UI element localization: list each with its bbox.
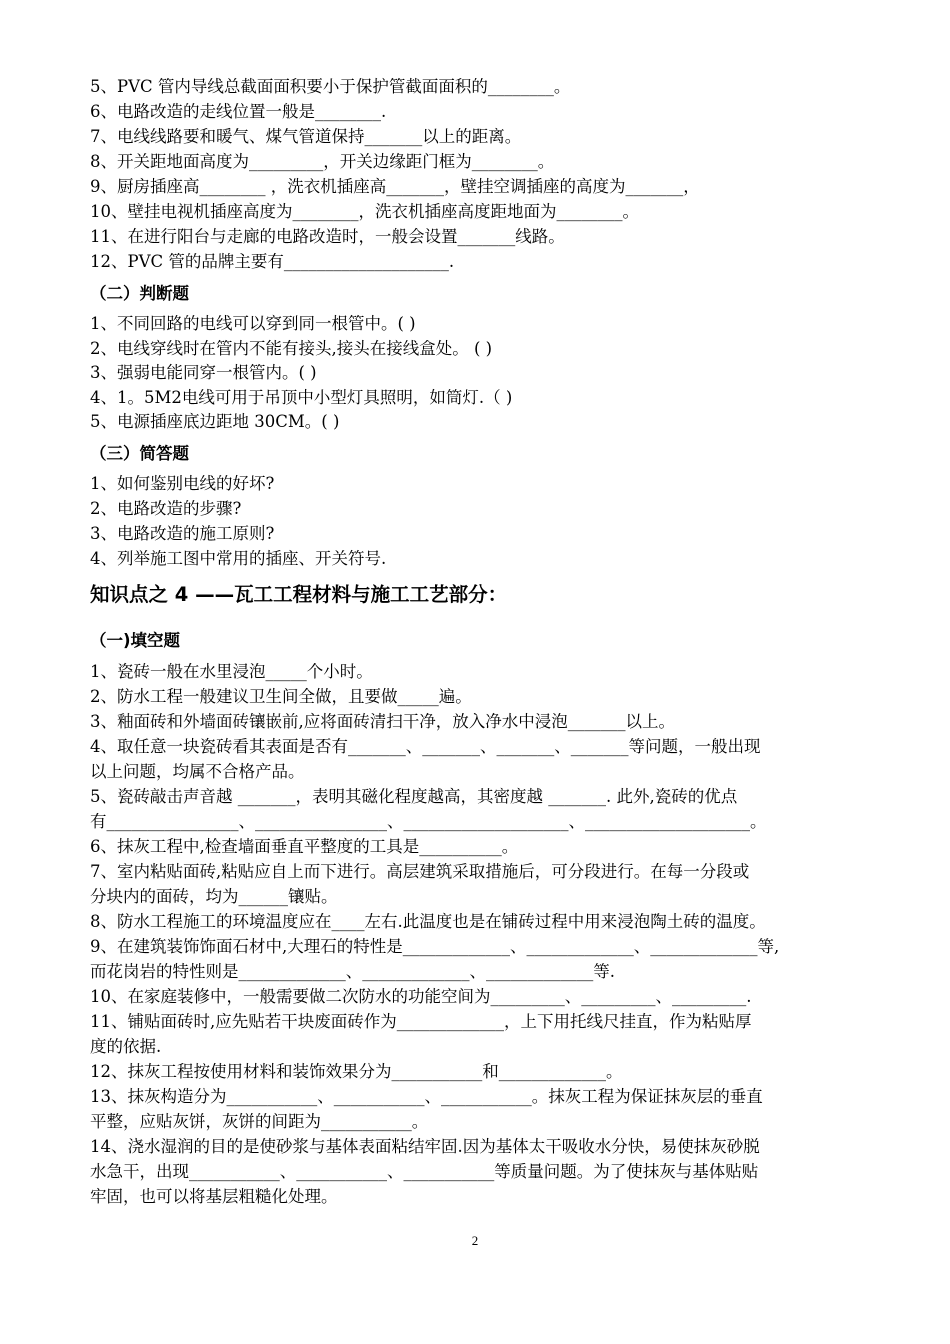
fill-line: 12、抹灰工程按使用材料和装饰效果分为___________和_____________。 [90, 1062, 623, 1081]
fill-item-11: 11、在进行阳台与走廊的电路改造时，一般会设置_______线路。 [90, 227, 565, 246]
fill-line: 有________________、________________、____________________、____________________。 [90, 812, 767, 831]
fill-line: 牢固，也可以将基层粗糙化处理。 [90, 1187, 338, 1206]
fill-line: 1、瓷砖一般在水里浸泡_____个小时。 [90, 662, 373, 681]
short-item-2: 2、电路改造的步骤? [90, 499, 242, 518]
fill-line: 水急干，出现___________、___________、___________等质量问题。为了使抹灰与基体贴贴 [90, 1162, 759, 1181]
judge-item-5: 5、电源插座底边距地 30CM。( ) [90, 412, 340, 431]
fill-line: 7、室内粘贴面砖,粘贴应自上而下进行。高层建筑采取措施后，可分段进行。在每一分段或 [90, 862, 750, 881]
short-item-1: 1、如何鉴别电线的好坏? [90, 474, 275, 493]
fill-line: 而花岗岩的特性则是_____________、_____________、_____________等. [90, 962, 615, 981]
judge-item-1: 1、不同回路的电线可以穿到同一根管中。( ) [90, 314, 416, 333]
fill-line: 10、在家庭装修中，一般需要做二次防水的功能空间为_________、_________、_________. [90, 987, 752, 1006]
fill-item-12: 12、PVC 管的品牌主要有____________________. [90, 252, 455, 271]
judge-item-3: 3、强弱电能同穿一根管内。( ) [90, 363, 317, 382]
fill-item-6: 6、电路改造的走线位置一般是________. [90, 102, 387, 121]
fill-line: 3、釉面砖和外墙面砖镶嵌前,应将面砖清扫干净，放入净水中浸泡_______以上。 [90, 712, 675, 731]
fill-line: 度的依据. [90, 1037, 162, 1056]
short-item-3: 3、电路改造的施工原则? [90, 524, 275, 543]
fill-line: 以上问题，均属不合格产品。 [90, 762, 305, 781]
fill-line: 14、浇水湿润的目的是使砂浆与基体表面粘结牢固.因为基体太干吸收水分快，易使抹灰砂脱 [90, 1137, 760, 1156]
fill-line: 分块内的面砖，均为______镶贴。 [90, 887, 338, 906]
fill-line: 11、铺贴面砖时,应先贴若干块废面砖作为_____________，上下用托线尺挂直，作为粘贴厚 [90, 1012, 752, 1031]
section-heading-short: （三）简答题 [90, 444, 189, 463]
section-heading-fill: （一)填空题 [90, 631, 181, 650]
fill-line: 8、防水工程施工的环境温度应在____左右.此温度也是在铺砖过程中用来浸泡陶土砖的温度。 [90, 912, 766, 931]
fill-line: 5、瓷砖敲击声音越 _______，表明其磁化程度越高，其密度越 _______. 此外,瓷砖的优点 [90, 787, 738, 806]
fill-item-9: 9、厨房插座高________ ，洗衣机插座高_______，壁挂空调插座的高度为_______， [90, 177, 700, 196]
fill-line: 13、抹灰构造分为___________、___________、___________。抹灰工程为保证抹灰层的垂直 [90, 1087, 763, 1106]
fill-item-10: 10、壁挂电视机插座高度为________，洗衣机插座高度距地面为________。 [90, 202, 639, 221]
judge-item-2: 2、电线穿线时在管内不能有接头,接头在接线盒处。 ( ) [90, 339, 493, 358]
fill-line: 6、抹灰工程中,检查墙面垂直平整度的工具是__________。 [90, 837, 519, 856]
page-number: 2 [471, 1233, 479, 1248]
fill-item-7: 7、电线线路要和暖气、煤气管道保持_______以上的距离。 [90, 127, 522, 146]
fill-line: 4、取任意一块瓷砖看其表面是否有_______、_______、_______、_______等问题，一般出现 [90, 737, 761, 756]
section-heading-judge: （二）判断题 [90, 284, 189, 303]
fill-item-5: 5、PVC 管内导线总截面面积要小于保护管截面面积的________。 [90, 77, 571, 96]
fill-line: 2、防水工程一般建议卫生间全做，且要做_____遍。 [90, 687, 472, 706]
judge-item-4: 4、1。5M2电线可用于吊顶中小型灯具照明，如筒灯.（ ) [90, 388, 513, 407]
fill-item-8: 8、开关距地面高度为_________，开关边缘距门框为________。 [90, 152, 555, 171]
knowledge-point-title: 知识点之 4 ——瓦工工程材料与施工工艺部分： [90, 583, 508, 606]
fill-line: 9、在建筑装饰饰面石材中,大理石的特性是_____________、_____________、_____________等, [90, 937, 780, 956]
short-item-4: 4、列举施工图中常用的插座、开关符号. [90, 549, 387, 568]
fill-line: 平整，应贴灰饼，灰饼的间距为___________。 [90, 1112, 429, 1131]
